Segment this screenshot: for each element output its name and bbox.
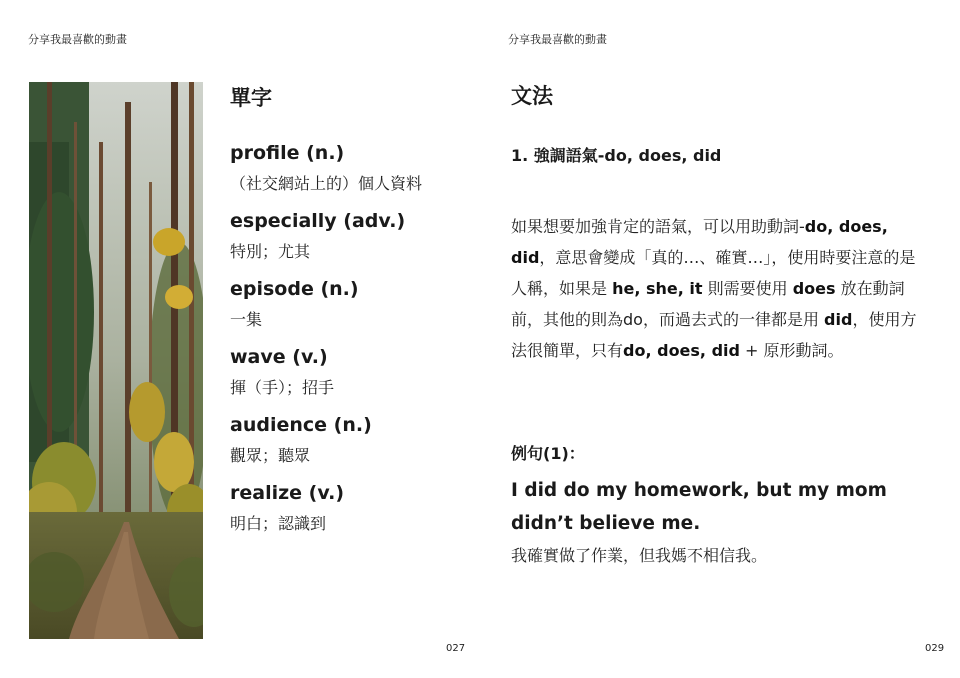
body-text: 如果想要加強肯定的語氣，可以用助動詞- <box>511 217 805 236</box>
body-text: ，使用方法很簡單，只有 <box>511 310 917 360</box>
body-text-bold: he, she, it <box>612 279 703 298</box>
example-sentence-english: I did do my homework, but my mom didn’t believe me. <box>511 480 887 534</box>
vocab-entry <box>230 274 460 336</box>
grammar-heading: 文法 <box>511 84 553 108</box>
running-header: 分享我最喜歡的動畫 <box>508 33 607 46</box>
vocab-entry <box>230 478 460 540</box>
body-text-bold: does <box>792 279 836 298</box>
body-text: 則需要使用 <box>702 279 793 298</box>
page-number: 029 <box>925 643 945 654</box>
vocab-meaning: 觀眾；聽眾 <box>230 446 311 465</box>
page-number: 027 <box>446 643 466 654</box>
vocab-meaning: 一集 <box>230 310 263 329</box>
right-page <box>480 0 960 678</box>
body-text-bold: did <box>824 310 853 329</box>
vocab-word: especially (adv.) <box>230 210 406 232</box>
vocab-entry <box>230 410 460 472</box>
body-text-bold: do, does, did <box>623 341 740 360</box>
vocab-meaning: 明白；認識到 <box>230 514 327 533</box>
vocab-entry <box>230 206 460 268</box>
vocab-entry <box>230 342 460 404</box>
vocab-heading: 單字 <box>230 86 272 110</box>
grammar-subtitle: 1. 強調語氣-do, does, did <box>511 146 722 165</box>
vocab-word: audience (n.) <box>230 414 372 436</box>
vocab-meaning: （社交網站上的）個人資料 <box>230 174 423 193</box>
example-sentence-chinese: 我確實做了作業，但我媽不相信我。 <box>511 546 768 565</box>
running-header: 分享我最喜歡的動畫 <box>28 33 127 46</box>
vocab-entry <box>230 138 460 200</box>
example-label: 例句(1)： <box>511 444 585 463</box>
forest-illustration <box>29 82 203 639</box>
body-text: 放在動詞前，其他的則為do，而過去式的一律都是用 <box>511 279 905 329</box>
forest-photo <box>29 82 203 639</box>
vocab-meaning: 揮（手）；招手 <box>230 378 335 397</box>
body-text: + 原形動詞。 <box>739 341 844 360</box>
vocab-word: profile (n.) <box>230 142 345 164</box>
vocab-meaning: 特別；尤其 <box>230 242 311 261</box>
vocab-word: realize (v.) <box>230 482 345 504</box>
body-text-bold: do, does, did <box>511 217 888 267</box>
vocab-list <box>230 138 460 546</box>
grammar-body <box>511 211 923 366</box>
body-text: ，意思會變成「真的…、確實…」，使用時要注意的是人稱，如果是 <box>511 248 916 298</box>
vocab-word: wave (v.) <box>230 346 328 368</box>
vocab-word: episode (n.) <box>230 278 359 300</box>
